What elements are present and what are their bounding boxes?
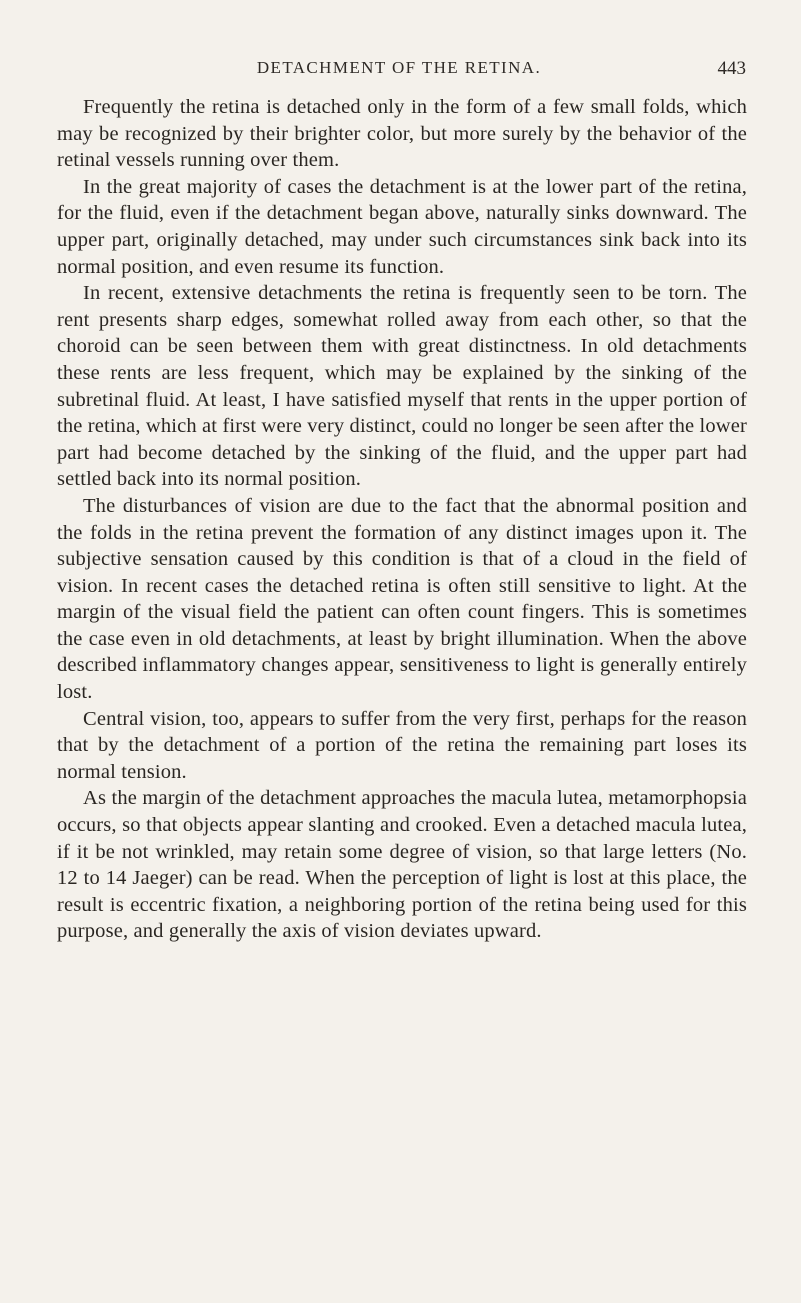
paragraph-central-vision: Central vision, too, appears to suffer from the very first, perhaps for the reason that by the detachment of a portion of the retina the remaining part loses its normal tension. [57, 707, 747, 783]
paragraph-lower-part: In the great majority of cases the detachment is at the lower part of the retina, for the fluid, even if the detachment began above, naturally sinks downward. The upper part, originally detached, may under such circumstances sink back into its normal position, and even resume its function. [57, 175, 747, 278]
running-head [52, 58, 746, 84]
paragraph-rents: In recent, extensive detachments the retina is frequently seen to be torn. The rent presents sharp edges, somewhat rolled away from each other, so that the choroid can be seen between them with great distinctness. In old detachments these rents are less frequent, which may be explained by the sinking of the subretinal fluid. At least, I have satisfied myself that rents in the upper portion of the retina, which at first were very distinct, could no longer be seen after the lower part had become detached by the sinking of the fluid, and the upper part had settled back into its normal position. [57, 282, 747, 491]
paragraph-folds: Frequently the retina is detached only in the form of a few small folds, which may be recognized by their brighter color, but more surely by the behavior of the retinal vessels running over them. [57, 96, 747, 172]
page-number: 443 [717, 58, 746, 79]
paragraph-macula: As the margin of the detachment approaches the macula lutea, metamorphopsia occurs, so that objects appear slanting and crooked. Even a detached macula lutea, if it be not wrinkled, may retain some degree of vision, so that large letters (No. 12 to 14 Jaeger) can be read. When the perception of light is lost at this place, the result is eccentric fixation, a neighboring portion of the retina being used for this purpose, and generally the axis of vision deviates upward. [57, 787, 747, 943]
paragraph-disturbances: The disturbances of vision are due to the fact that the abnormal position and the folds in the retina prevent the formation of any distinct images upon it. The subjective sensation caused by this condition is that of a cloud in the field of vision. In recent cases the detached retina is often still sensitive to light. At the margin of the visual field the patient can often count fingers. This is sometimes the case even in old detachments, at least by bright illumination. When the above described inflammatory changes appear, sensitiveness to light is generally entirely lost. [57, 494, 747, 704]
running-title: DETACHMENT OF THE RETINA. [256, 58, 542, 77]
body-text [57, 94, 747, 945]
